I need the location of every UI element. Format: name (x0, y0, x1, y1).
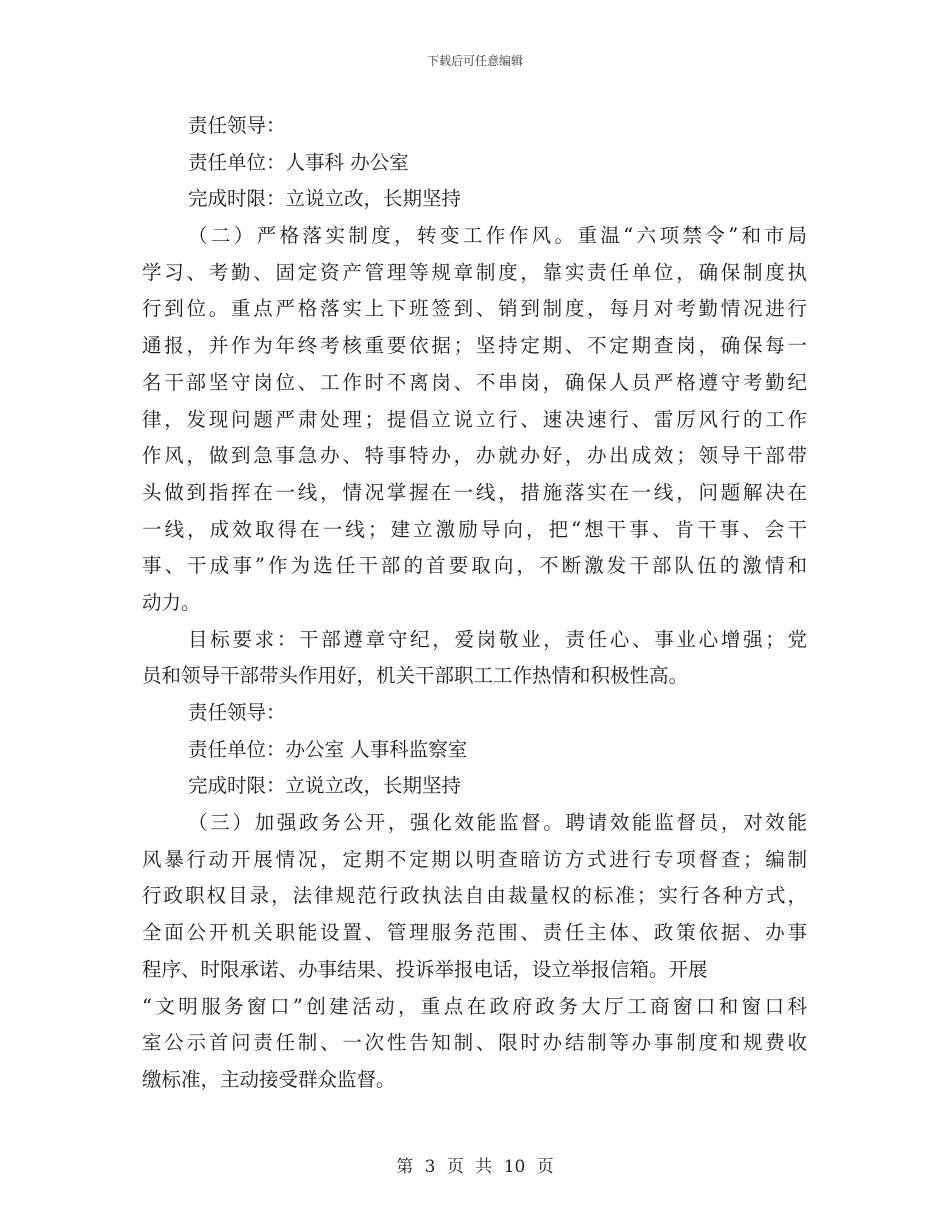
document-body (142, 108, 807, 1099)
text-line: 事、干成事”作为选任干部的首要取向，不断激发干部队伍的激情和 (142, 554, 807, 578)
text-line: 行政职权目录，法律规范行政执法自由裁量权的标准；实行各种方式， (142, 884, 807, 908)
text-line: 员和领导干部带头作用好，机关干部职工工作热情和积极性高。 (142, 664, 689, 688)
text-line: 名干部坚守岗位、工作时不离岗、不串岗，确保人员严格遵守考勤纪 (142, 370, 807, 394)
text-line: 一线，成效取得在一线；建立激励导向，把“想干事、肯干事、会干 (142, 517, 807, 541)
text-line: 目标要求：干部遵章守纪，爱岗敬业，责任心、事业心增强；党 (188, 627, 807, 651)
text-line: 责任领导： (188, 701, 286, 724)
text-line: 动力。 (142, 590, 201, 614)
text-line: 律，发现问题严肃处理；提倡立说立行、速决速行、雷厉风行的工作 (142, 407, 807, 431)
page-number-footer: 第 3 页 共 10 页 (396, 1157, 554, 1177)
text-line: 行到位。重点严格落实上下班签到、销到制度，每月对考勤情况进行 (142, 297, 807, 321)
text-line: 责任单位：人事科 办公室 (188, 150, 409, 174)
text-line: （三）加强政务公开，强化效能监督。聘请效能监督员，对效能 (188, 811, 807, 835)
text-line: （二）严格落实制度，转变工作作风。重温“六项禁令”和市局 (188, 224, 807, 248)
text-line: “文明服务窗口”创建活动，重点在政府政务大厅工商窗口和窗口科 (142, 994, 807, 1018)
page-header-note: 下载后可任意编辑 (426, 54, 523, 68)
text-line: 通报，并作为年终考核重要依据；坚持定期、不定期查岗，确保每一 (142, 334, 807, 358)
text-line: 程序、时限承诺、办事结果、投诉举报电话，设立举报信箱。开展 (142, 957, 708, 981)
text-line: 完成时限：立说立改，长期坚持 (188, 187, 462, 211)
text-line: 责任领导： (188, 114, 286, 137)
text-line: 学习、考勤、固定资产管理等规章制度，靠实责任单位，确保制度执 (142, 260, 807, 284)
text-line: 全面公开机关职能设置、管理服务范围、责任主体、政策依据、办事 (142, 921, 807, 945)
text-line: 头做到指挥在一线，情况掌握在一线，措施落实在一线，问题解决在 (142, 480, 807, 504)
text-line: 作风，做到急事急办、特事特办，办就办好，办出成效；领导干部带 (142, 444, 807, 468)
text-line: 缴标准，主动接受群众监督。 (142, 1067, 396, 1091)
text-line: 风暴行动开展情况，定期不定期以明查暗访方式进行专项督查；编制 (142, 847, 807, 871)
text-line: 室公示首问责任制、一次性告知制、限时办结制等办事制度和规费收 (142, 1031, 807, 1055)
text-line: 责任单位：办公室 人事科监察室 (188, 737, 468, 761)
text-line: 完成时限：立说立改，长期坚持 (188, 774, 462, 798)
